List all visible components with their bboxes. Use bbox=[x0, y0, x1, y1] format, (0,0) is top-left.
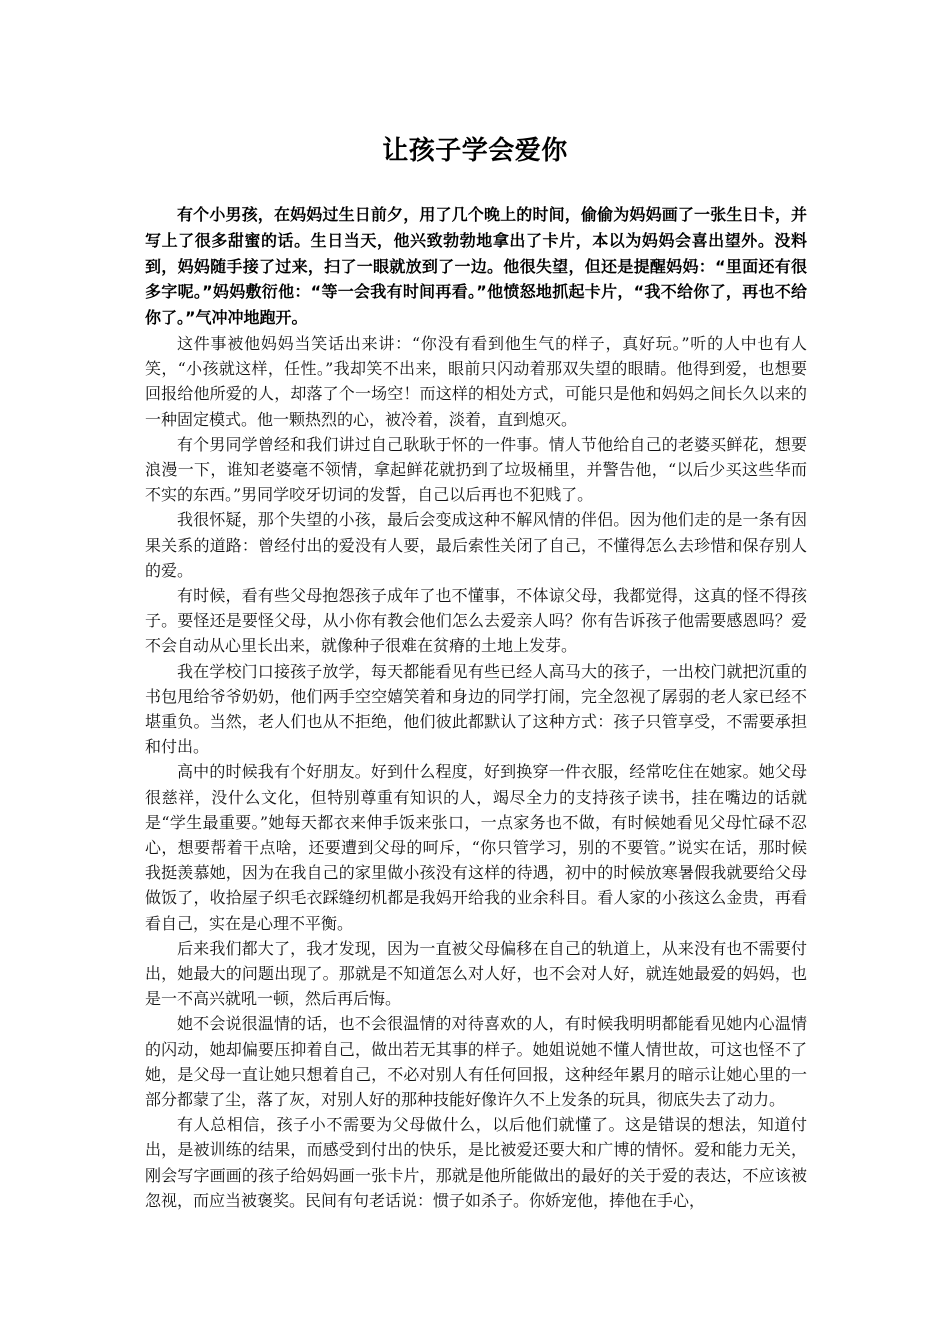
body-paragraph: 有人总相信，孩子小不需要为父母做什么，以后他们就懂了。这是错误的想法，知道付出，是被训练的结果，而感受到付出的快乐，是比被爱还要大和广博的情怀。爱和能力无关，刚会写字画画的孩子给妈妈画一张卡片，那就是他所能做出的最好的关于爱的表达，不应该被忽视，而应当被褒奖。民间有句老话说：惯子如杀子。你娇宠他，捧他在手心， bbox=[145, 1115, 807, 1210]
body-paragraph: 这件事被他妈妈当笑话出来讲：“你没有看到他生气的样子，真好玩。”听的人中也有人笑，“小孩就这样，任性。”我却笑不出来，眼前只闪动着那双失望的眼睛。他得到爱，也想要回报给他所爱的人，却落了个一场空！而这样的相处方式，可能只是他和妈妈之间长久以来的一种固定模式。他一颗热烈的心，被冷着，淡着，直到熄灭。 bbox=[145, 333, 807, 429]
body-paragraph: 高中的时候我有个好朋友。好到什么程度，好到换穿一件衣服，经常吃住在她家。她父母很慈祥，没什么文化，但特别尊重有知识的人，竭尽全力的支持孩子读书，挂在嘴边的话就是“学生最重要。”她每天都衣来伸手饭来张口，一点家务也不做，有时候她看见父母忙碌不忍心，想要帮着干点啥，还要遭到父母的呵斥，“你只管学习，别的不要管。”说实在话，那时候我挺羡慕她，因为在我自己的家里做小孩没有这样的待遇，初中的时候放寒暑假我就要给父母做饭了，收拾屋子织毛衣踩缝纫机都是我妈开给我的业余科目。看人家的小孩这么金贵，再看看自己，实在是心理不平衡。 bbox=[145, 762, 807, 933]
body-paragraph: 我在学校门口接孩子放学，每天都能看见有些已经人高马大的孩子，一出校门就把沉重的书包甩给爷爷奶奶，他们两手空空嬉笑着和身边的同学打闹，完全忽视了孱弱的老人家已经不堪重负。当然，老人们也从不拒绝，他们彼此都默认了这种方式：孩子只管享受，不需要承担和付出。 bbox=[145, 661, 807, 757]
body-paragraph: 后来我们都大了，我才发现，因为一直被父母偏移在自己的轨道上，从来没有也不需要付出，她最大的问题出现了。那就是不知道怎么对人好，也不会对人好，就连她最爱的妈妈，也是一不高兴就吼一顿，然后再后悔。 bbox=[145, 938, 807, 1009]
body-paragraph: 我很怀疑，那个失望的小孩，最后会变成这种不解风情的伴侣。因为他们走的是一条有因果关系的道路：曾经付出的爱没有人要，最后索性关闭了自己，不懂得怎么去珍惜和保存别人的爱。 bbox=[145, 510, 807, 580]
document-body bbox=[145, 202, 807, 1213]
lead-paragraph: 有个小男孩，在妈妈过生日前夕，用了几个晚上的时间，偷偷为妈妈画了一张生日卡，并写上了很多甜蜜的话。生日当天，他兴致勃勃地拿出了卡片，本以为妈妈会喜出望外。没料到，妈妈随手接了过来，扫了一眼就放到了一边。他很失望，但还是提醒妈妈：“里面还有很多字呢。”妈妈敷衍他：“等一会我有时间再看。”他愤怒地抓起卡片，“我不给你了，再也不给你了。”气冲冲地跑开。 bbox=[145, 205, 807, 328]
body-paragraph: 有时候，看有些父母抱怨孩子成年了也不懂事，不体谅父母，我都觉得，这真的怪不得孩子。要怪还是要怪父母，从小你有教会他们怎么去爱亲人吗？你有告诉孩子他需要感恩吗？爱不会自动从心里长出来，就像种子很难在贫瘠的土地上发芽。 bbox=[145, 586, 807, 656]
document-title: 让孩子学会爱你 bbox=[382, 136, 568, 166]
body-paragraph: 她不会说很温情的话，也不会很温情的对待喜欢的人，有时候我明明都能看见她内心温情的闪动，她却偏要压抑着自己，做出若无其事的样子。她姐说她不懂人情世故，可这也怪不了她，是父母一直让她只想着自己，不必对别人有任何回报，这种经年累月的暗示让她心里的一部分都蒙了尘，落了灰，对别人好的那种技能好像许久不上发条的玩具，彻底失去了动力。 bbox=[145, 1014, 807, 1110]
body-paragraph: 有个男同学曾经和我们讲过自己耿耿于怀的一件事。情人节他给自己的老婆买鲜花，想要浪漫一下，谁知老婆毫不领情，拿起鲜花就扔到了垃圾桶里，并警告他，“以后少买这些华而不实的东西。”男同学咬牙切词的发誓，自己以后再也不犯贱了。 bbox=[145, 434, 807, 505]
